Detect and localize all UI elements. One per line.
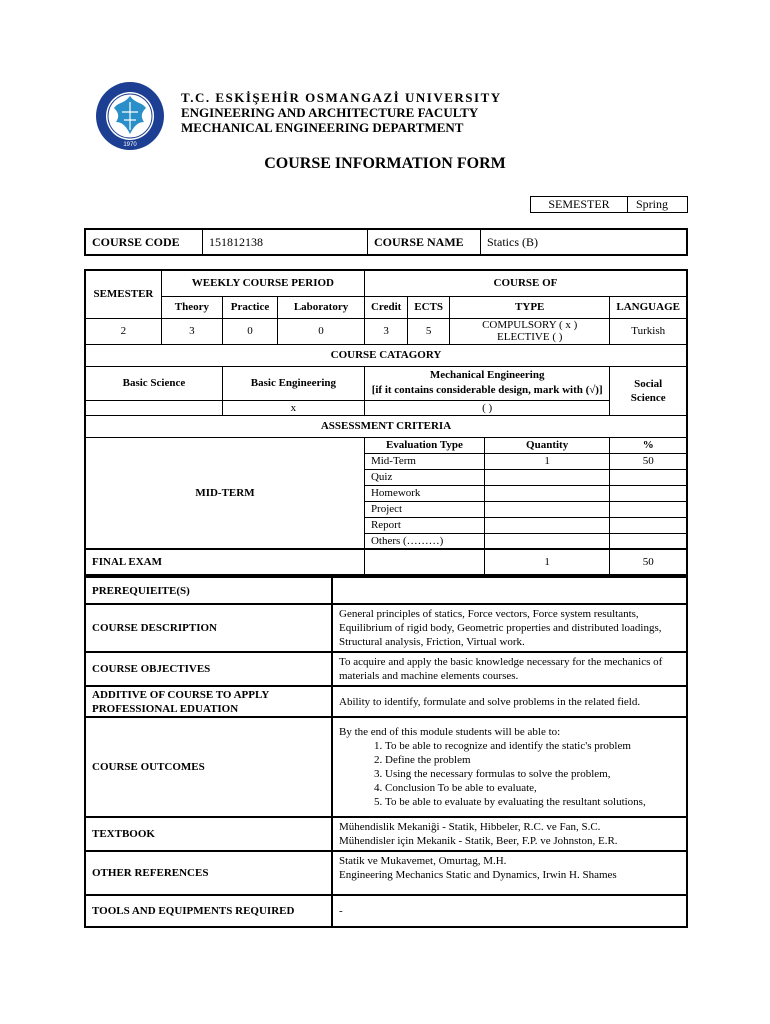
basic-science-mark: [85, 400, 222, 415]
university-logo: [92, 80, 168, 152]
description-label: COURSE DESCRIPTION: [85, 604, 332, 652]
eval-type-header: Evaluation Type: [364, 437, 484, 453]
quantity-cell: [484, 469, 610, 485]
percent-cell: [610, 469, 687, 485]
semester-box-value: Spring: [628, 197, 688, 213]
type-compulsory: COMPULSORY ( x ): [482, 319, 578, 331]
mech-eng-label: Mechanical Engineering [if it contains considerable design, mark with (√)]: [364, 366, 609, 400]
type-value: [450, 318, 610, 344]
list-item: 2. Define the problem: [385, 753, 680, 767]
final-exam-label: FINAL EXAM: [85, 549, 364, 575]
list-item: 1. To be able to recognize and identify the static's problem: [385, 739, 680, 753]
eval-type-cell: Mid-Term: [364, 453, 484, 469]
final-exam-quantity: 1: [484, 549, 610, 575]
percent-header: %: [610, 437, 687, 453]
objectives-value: To acquire and apply the basic knowledge necessary for the mechanics of materials and machine elements courses.: [332, 652, 687, 686]
midterm-label: MID-TERM: [85, 437, 364, 549]
ects-header: ECTS: [408, 296, 450, 318]
practice-header: Practice: [222, 296, 277, 318]
form-title: COURSE INFORMATION FORM: [264, 155, 506, 172]
weekly-period-header: WEEKLY COURSE PERIOD: [161, 270, 364, 296]
language-value: Turkish: [610, 318, 687, 344]
university-name: T.C. ESKİŞEHİR OSMANGAZİ UNIVERSITY: [181, 90, 502, 105]
svg-text:1970: 1970: [123, 142, 137, 148]
assessment-title: ASSESSMENT CRITERIA: [85, 415, 687, 437]
additive-label: ADDITIVE OF COURSE TO APPLY PROFESSIONAL EDUATION: [85, 686, 332, 717]
other-references-value: Statik ve Mukavemet, Omurtag, M.H. Engineering Mechanics Static and Dynamics, Irwin H. Shames: [332, 851, 687, 895]
other-references-label: OTHER REFERENCES: [85, 851, 332, 895]
percent-cell: [610, 533, 687, 549]
textbook-label: TEXTBOOK: [85, 817, 332, 851]
social-science-label: Social Science: [610, 366, 687, 415]
eval-type-cell: Others (………): [364, 533, 484, 549]
course-name-value: Statics (B): [481, 229, 688, 255]
laboratory-value: 0: [278, 318, 365, 344]
eval-type-cell: Quiz: [364, 469, 484, 485]
practice-value: 0: [222, 318, 277, 344]
tools-value: -: [332, 895, 687, 927]
outcomes-list: [339, 739, 680, 809]
percent-cell: [610, 501, 687, 517]
basic-engineering-label: Basic Engineering: [222, 366, 364, 400]
course-code-label: COURSE CODE: [85, 229, 203, 255]
eval-type-cell: Homework: [364, 485, 484, 501]
final-exam-percent: 50: [610, 549, 687, 575]
course-period-table: [84, 269, 688, 576]
percent-cell: [610, 485, 687, 501]
basic-science-label: Basic Science: [85, 366, 222, 400]
list-item: 3. Using the necessary formulas to solve the problem,: [385, 767, 680, 781]
final-exam-type: [364, 549, 484, 575]
semester-header: SEMESTER: [85, 270, 161, 318]
semester-box-label: SEMESTER: [531, 197, 628, 213]
course-code-value: 151812138: [203, 229, 368, 255]
faculty-name: ENGINEERING AND ARCHITECTURE FACULTY: [181, 105, 479, 120]
ects-value: 5: [408, 318, 450, 344]
tools-label: TOOLS AND EQUIPMENTS REQUIRED: [85, 895, 332, 927]
objectives-label: COURSE OBJECTIVES: [85, 652, 332, 686]
quantity-header: Quantity: [484, 437, 610, 453]
theory-value: 3: [161, 318, 222, 344]
quantity-cell: [484, 533, 610, 549]
theory-header: Theory: [161, 296, 222, 318]
basic-engineering-mark: x: [222, 400, 364, 415]
credit-value: 3: [364, 318, 407, 344]
quantity-cell: [484, 485, 610, 501]
additive-value: Ability to identify, formulate and solve problems in the related field.: [332, 686, 687, 717]
list-item: 5. To be able to evaluate by evaluating the resultant solutions,: [385, 795, 680, 809]
course-name-label: COURSE NAME: [368, 229, 481, 255]
course-of-header: COURSE OF: [364, 270, 687, 296]
course-details-table: [84, 576, 688, 928]
course-id-table: [84, 228, 688, 256]
prerequisite-value: [332, 577, 687, 604]
semester-box: [530, 196, 688, 213]
textbook-value: Mühendislik Mekaniği - Statik, Hibbeler, R.C. ve Fan, S.C. Mühendisler için Mekanik - Statik, Beer, F.P. ve Johnston, E.R.: [332, 817, 687, 851]
outcomes-label: COURSE OUTCOMES: [85, 717, 332, 817]
institution-header: [181, 90, 502, 135]
quantity-cell: 1: [484, 453, 610, 469]
description-value: General principles of statics, Force vectors, Force system resultants, Equilibrium of rigid body, Geometric properties and distributed loadings, Structural analysis, Friction, Virtual work.: [332, 604, 687, 652]
semester-value: 2: [85, 318, 161, 344]
prerequisite-label: PREREQUIEITE(S): [85, 577, 332, 604]
quantity-cell: [484, 517, 610, 533]
category-title: COURSE CATAGORY: [85, 344, 687, 366]
outcomes-value: [332, 717, 687, 817]
credit-header: Credit: [364, 296, 407, 318]
eval-type-cell: Report: [364, 517, 484, 533]
percent-cell: 50: [610, 453, 687, 469]
laboratory-header: Laboratory: [278, 296, 365, 318]
type-header: TYPE: [450, 296, 610, 318]
mech-eng-mark: ( ): [364, 400, 609, 415]
percent-cell: [610, 517, 687, 533]
quantity-cell: [484, 501, 610, 517]
list-item: 4. Conclusion To be able to evaluate,: [385, 781, 680, 795]
language-header: LANGUAGE: [610, 296, 687, 318]
department-name: MECHANICAL ENGINEERING DEPARTMENT: [181, 120, 464, 135]
eval-type-cell: Project: [364, 501, 484, 517]
type-elective: ELECTIVE ( ): [497, 331, 563, 343]
outcomes-intro: By the end of this module students will be able to:: [339, 726, 561, 738]
